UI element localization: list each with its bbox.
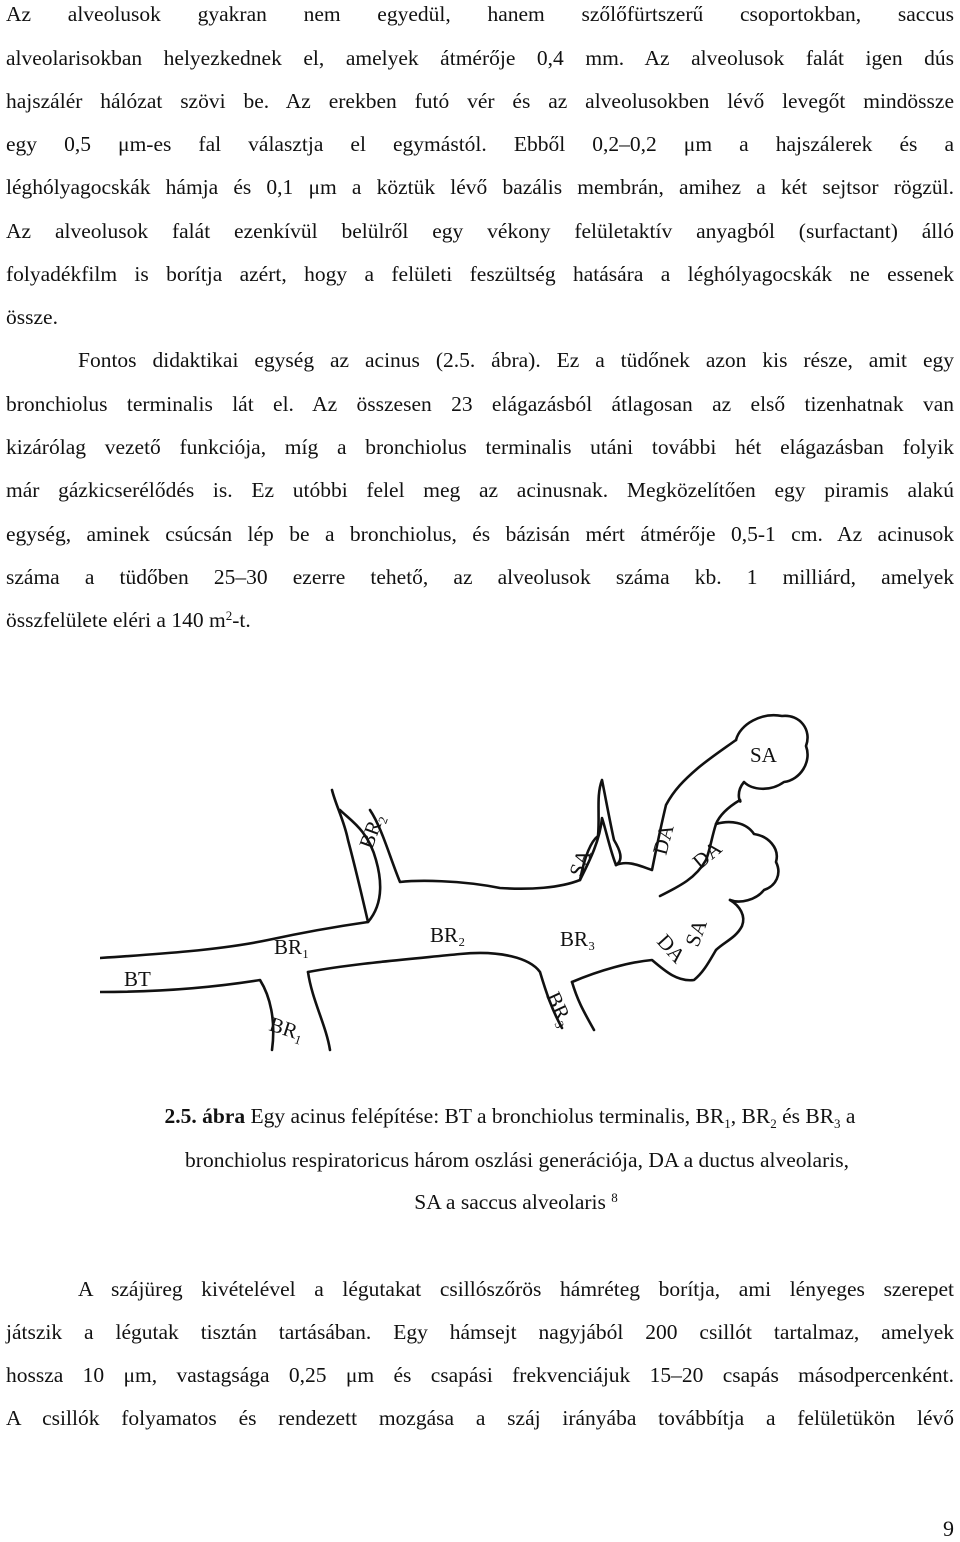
subscript: 3 xyxy=(834,1116,841,1131)
text-line: alveolarisokban helyezkednek el, amelyek átmérője 0,4 mm. Az alveolusok falát igen dús xyxy=(6,46,954,70)
superscript: 2 xyxy=(225,608,233,623)
label-sa-middle: SA xyxy=(564,846,596,880)
text-line: egység, aminek csúcsán lép be a bronchiolus, és bázisán mért átmérője 0,5-1 cm. Az acinusok xyxy=(6,522,954,546)
label-br3-lower: BR₃ xyxy=(541,987,579,1031)
subscript: 2 xyxy=(770,1116,777,1131)
bronchiole-wall-upper xyxy=(100,810,380,958)
subscript: 1 xyxy=(724,1116,731,1131)
text-line: A csillók folyamatos és rendezett mozgása a száj irányába továbbítja a felületükön lévő xyxy=(6,1406,954,1430)
label-br1-upper: BR₁ xyxy=(274,935,310,959)
text-line: egy 0,5 μm-es fal választja el egymástól. Ebből 0,2–0,2 μm a hajszálerek és a xyxy=(6,132,954,156)
text-line: Az alveolusok gyakran nem egyedül, hanem szőlőfürtszerű csoportokban, saccus xyxy=(6,2,954,26)
saccus-alveolaris-right xyxy=(716,822,778,901)
text-line: Fontos didaktikai egység az acinus (2.5. ábra). Ez a tüdőnek azon kis része, amit egy xyxy=(78,348,954,372)
text-line: folyadékfilm is borítja azért, hogy a felületi feszültség hatására a léghólyagocskák ne essenek xyxy=(6,262,954,286)
label-da-upper: DA xyxy=(647,821,679,858)
text-line: hossza 10 μm, vastagsága 0,25 μm és csapási frekvenciájuk 15–20 csapás másodpercenként. xyxy=(6,1363,954,1387)
text-line: játszik a légutak tisztán tartásában. Egy hámsejt nagyjából 200 csillót tartalmaz, amelyek xyxy=(6,1320,954,1344)
caption-text: és BR xyxy=(776,1104,835,1128)
branch-br2-left xyxy=(332,790,368,922)
label-bt: BT xyxy=(124,967,151,991)
label-sa-lower: SA xyxy=(680,916,712,950)
label-sa-top: SA xyxy=(750,743,777,767)
text-line xyxy=(6,608,954,632)
text-line: már gázkicserélődés is. Ez utóbbi felel meg az acinusnak. Megközelítően egy piramis alakú xyxy=(6,478,954,502)
acinus-figure xyxy=(100,710,810,1090)
text-line: A szájüreg kivételével a légutakat csillószőrös hámréteg borítja, ami lényeges szerepet xyxy=(78,1277,954,1301)
label-br2-middle: BR₂ xyxy=(430,923,466,947)
caption-text: SA a saccus alveolaris xyxy=(414,1190,612,1214)
text-line: össze. xyxy=(6,305,58,329)
figure-caption-line: bronchiolus respiratoricus három oszlási generációja, DA a ductus alveolaris, xyxy=(185,1148,849,1172)
footnote-ref: 8 xyxy=(611,1190,618,1205)
figure-caption-line xyxy=(30,1104,960,1131)
caption-text: , BR xyxy=(730,1104,771,1128)
caption-text: Egy acinus felépítése: BT a bronchiolus terminalis, BR xyxy=(245,1104,725,1128)
caption-text: a xyxy=(840,1104,856,1128)
label-br2-upper: BR₂ xyxy=(354,810,389,852)
label-da-right: DA xyxy=(687,835,727,874)
label-br1-lower: BR₁ xyxy=(266,1011,308,1046)
text-line: hajszálér hálózat szövi be. Az erekben futó vér és az alveolusokben lévő levegőt mindössze xyxy=(6,89,954,113)
page-number: 9 xyxy=(943,1516,954,1541)
text-line: léghólyagocskák hámja és 0,1 μm a köztük lévő bazális membrán, amihez a két sejtsor rögzül. xyxy=(6,175,954,199)
label-br3-middle: BR₃ xyxy=(560,927,596,951)
branch-wall-br3-lower xyxy=(572,950,716,982)
text-line: Az alveolusok falát ezenkívül belülről egy vékony felületaktív anyagból (surfactant) álló xyxy=(6,219,954,243)
text-span: összfelülete eléri a 140 m xyxy=(6,608,226,632)
text-line: kizárólag vezető funkciója, míg a bronchiolus terminalis utáni további hét elágazásban folyik xyxy=(6,435,954,459)
text-span: -t. xyxy=(232,608,251,632)
figure-caption-line xyxy=(36,1190,960,1214)
saccus-alveolaris-lower xyxy=(716,900,743,950)
text-line: száma a tüdőben 25–30 ezerre tehető, az alveolusok száma kb. 1 milliárd, amelyek xyxy=(6,565,954,589)
figure-number: 2.5. ábra xyxy=(164,1104,246,1128)
text-line: bronchiolus terminalis lát el. Az összesen 23 elágazásból átlagosan az első tizenhatnak van xyxy=(6,392,954,416)
label-da-lower: DA xyxy=(652,929,691,968)
